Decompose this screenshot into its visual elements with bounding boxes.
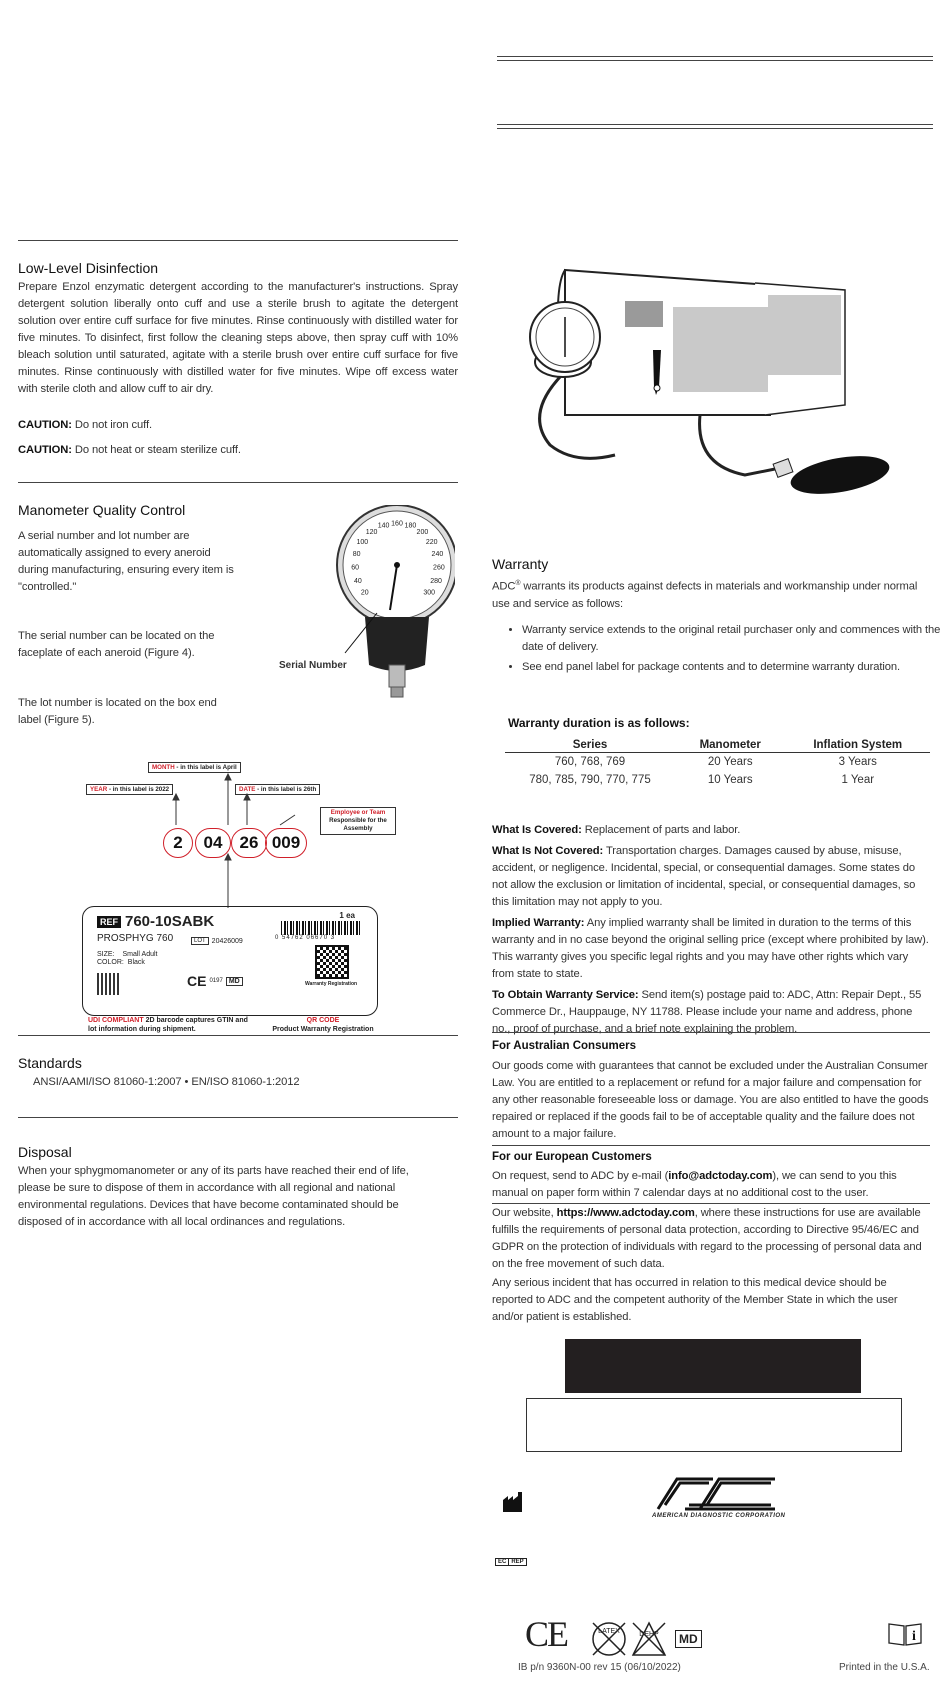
gauge-number: 280: [430, 577, 442, 585]
gauge-number: 200: [416, 529, 429, 536]
double-rule-second: [497, 124, 933, 129]
divider: [492, 1145, 930, 1146]
divider: [18, 1035, 458, 1036]
svg-text:i: i: [912, 1629, 916, 1644]
gauge-number: 140: [377, 522, 390, 530]
manometer-title: Manometer Quality Control: [18, 502, 186, 518]
divider: [492, 1032, 930, 1033]
gauge-number: 300: [423, 589, 436, 597]
warranty-bullets: [490, 622, 950, 679]
manometer-p3: The lot number is located on the box end label (Figure 5).: [18, 697, 217, 726]
disposal-title: Disposal: [18, 1144, 72, 1160]
warranty-intro: ADC® warrants its products against defects in materials and workmanship under normal use and service as follows:: [492, 580, 918, 610]
divider: [18, 1117, 458, 1118]
website-link[interactable]: https://www.adctoday.com: [556, 1207, 695, 1219]
europe-website: Our website, https://www.adctoday.com, where these instructions for use are available fulfills the requirements of personal data protection, according to Directive 95/46/EC and GDPR on the protection of individuals with regard to the processing of personal data and on the free movement of such data.: [492, 1207, 922, 1270]
qr-code: [315, 945, 349, 979]
gauge-number: 40: [354, 577, 362, 585]
caution-1: [18, 417, 458, 434]
svg-text:DEHP: DEHP: [639, 1631, 659, 1638]
consult-instructions-icon: [887, 1621, 923, 1647]
gauge-number: 240: [431, 551, 444, 559]
divider: [492, 1203, 930, 1204]
size-label: SIZE:: [97, 951, 115, 958]
manometer-p2: The serial number can be located on the faceplate of each aneroid (Figure 4).: [18, 630, 215, 659]
ref-badge: REF: [97, 916, 121, 928]
employee-callout: Employee or Team Responsible for the Assembly: [320, 807, 396, 835]
caution-text: Do not heat or steam sterilize cuff.: [74, 444, 241, 456]
europe-title: For our European Customers: [492, 1151, 652, 1163]
disinfection-text: Prepare Enzol enzymatic detergent according to the manufacturer's instructions. Spray detergent solution liberally onto cuff and use a sterile brush to agitate the detergent solution over entire cuff surface for five minutes. Rinse continuously with distilled water for five minutes. To disinfect, first follow the cleaning steps above, then spray cuff with 10% bleach solution until saturated, agitate with a sterile brush over entire cuff surface for five minutes. Rinse continuously with distilled water for five minutes. Wipe off excess water with sterile cloth and allow cuff to air dry.: [18, 281, 458, 395]
gauge-neck: [365, 617, 429, 671]
email-link[interactable]: info@adctoday.com: [668, 1170, 773, 1182]
warranty-title: Warranty: [492, 556, 549, 572]
box-end-label: [82, 906, 378, 1016]
ce-number: 0197: [209, 978, 223, 984]
table-row: 760, 768, 769 20 Years 3 Years: [554, 756, 877, 768]
caution-text: Do not iron cuff.: [74, 419, 152, 431]
udi-note: UDI COMPLIANT 2D barcode captures GTIN and lot information during shipment.: [88, 1017, 248, 1033]
divider: [18, 240, 458, 241]
barcode-number: 0 54762 06670 3: [275, 935, 336, 941]
serial-number-caption: Serial Number: [279, 660, 347, 671]
gauge-number: 100: [356, 538, 369, 546]
gauge-number: 80: [352, 551, 361, 559]
ec-rep-symbol: EC REP: [495, 1558, 527, 1566]
part-number: IB p/n 9360N-00 rev 15 (06/10/2022): [518, 1662, 681, 1673]
warranty-terms: What Is Covered: Replacement of parts and labor. What Is Not Covered: Transportation charges. Damages caused by abuse, misuse, accident, or negligence. Incidental, special, or consequential damages. Some states do not allow the exclusion or limitation of incidental, special, or consequential damages, so this limitation may not apply to you. Implied Warranty: Any implied warranty shall be limited in duration to the terms of this warranty and in no case beyond the original selling price (except where prohibited by law). This warranty gives you specific legal rights and you may have other rights which vary from state to state. To Obtain Warranty Service: Send item(s) postage paid to: ADC, Attn: Repair Dept., 55 Commerce Dr., Hauppauge, NY 11788. Please include your name and address, phone no., proof of purchase, and a brief note explaining the problem.: [492, 824, 929, 1035]
ce-mark-large: CE: [525, 1614, 568, 1654]
quantity: 1 ea: [339, 911, 355, 920]
md-symbol: MD: [675, 1630, 702, 1648]
standards-text: ANSI/AAMI/ISO 81060-1:2007 • EN/ISO 81060-1:2012: [33, 1076, 300, 1088]
caution-label: CAUTION:: [18, 444, 72, 456]
black-address-box: [565, 1339, 861, 1393]
qr-note: QR CODE Product Warranty Registration: [272, 1017, 374, 1033]
svg-text:LATEX: LATEX: [598, 1628, 620, 1635]
date-callout: DATE - in this label is 26th: [235, 784, 320, 795]
aneroid-gauge-figure: [275, 505, 455, 705]
date-code: 26: [231, 828, 267, 858]
table-row: 780, 785, 790, 770, 775 10 Years 1 Year: [529, 774, 875, 786]
lot-number: 20426009: [211, 937, 243, 945]
gauge-number: 160: [391, 520, 403, 528]
lot-badge: LOT: [191, 937, 209, 945]
table-header: Manometer: [675, 738, 786, 753]
linear-barcode: [281, 921, 361, 935]
warranty-duration-table: [505, 738, 930, 789]
ce-mark: CE: [187, 973, 207, 989]
dehp-free-icon: [630, 1620, 668, 1658]
size-value: Small Adult: [122, 951, 158, 958]
manufacturer-icon: [502, 1491, 524, 1513]
year-code: 2: [163, 828, 193, 858]
caution-label: CAUTION:: [18, 419, 72, 431]
australia-title: For Australian Consumers: [492, 1040, 636, 1052]
table-header: Series: [505, 738, 675, 753]
warranty-duration-title: Warranty duration is as follows:: [508, 716, 690, 730]
latex-free-icon: [590, 1620, 628, 1658]
gauge-number: 60: [351, 564, 359, 572]
manometer-p1: A serial number and lot number are automatically assigned to every aneroid during manufacturing, ensuring every item is "controlled.": [18, 530, 234, 593]
warranty-bullet: • Warranty service extends to the original retail purchaser only and commences with the date of delivery.: [522, 622, 950, 656]
month-callout: MONTH - in this label is April: [148, 762, 241, 773]
ref-number: 760-10SABK: [125, 913, 215, 930]
double-rule-top: [497, 56, 933, 61]
outlined-address-box: [526, 1398, 902, 1452]
warranty-registration-caption: Warranty Registration: [305, 981, 358, 987]
year-callout: YEAR - in this label is 2022: [86, 784, 173, 795]
australia-body: Our goods come with guarantees that cannot be excluded under the Australian Consumer Law. You are entitled to a replacement or refund for a major failure and compensation for any other reasonable foreseeable loss or damage. You are also entitled to have the goods repaired or replaced if the goods fail to be of acceptable quality and the failure does not amount to a major failure.: [492, 1060, 929, 1140]
disposal-body: When your sphygmomanometer or any of its parts have reached their end of life, please be sure to dispose of them in accordance with all regional and national environmental regulations. Devices that have become contaminated should be disposed of in accordance with all local ordinances and regulations.: [18, 1165, 409, 1228]
gauge-number: 220: [425, 538, 438, 546]
disinfection-body: [18, 279, 458, 398]
disinfection-title: Low-Level Disinfection: [18, 260, 159, 276]
table-header: Inflation System: [786, 738, 931, 753]
standards-title: Standards: [18, 1055, 82, 1071]
adc-logo-tagline: AMERICAN DIAGNOSTIC CORPORATION: [652, 1513, 786, 1519]
caution-2: [18, 442, 458, 459]
europe-body: On request, send to ADC by e-mail (info@adctoday.com), we can send to you this manual on paper form within 7 calendar days at no additional cost to the user.: [492, 1170, 897, 1199]
sphygmomanometer-illustration: [525, 265, 910, 505]
month-code: 04: [195, 828, 231, 858]
gauge-number: 120: [365, 529, 378, 536]
divider: [18, 482, 458, 483]
color-value: Black: [127, 959, 145, 966]
warranty-bullet: • See end panel label for package contents and to determine warranty duration.: [522, 659, 950, 676]
printed-in: Printed in the U.S.A.: [839, 1662, 930, 1673]
gauge-number: 260: [433, 564, 445, 572]
md-badge: MD: [226, 977, 243, 986]
gauge-number: 20: [360, 589, 369, 597]
product-name: PROSPHYG 760: [97, 933, 174, 944]
color-label: COLOR:: [97, 959, 124, 966]
employee-code: 009: [265, 828, 307, 858]
gauge-number: 180: [404, 522, 417, 530]
europe-incident: Any serious incident that has occurred in relation to this medical device should be reported to ADC and the competent authority of the Member State in which the user and/or patient is established.: [492, 1277, 898, 1323]
datamatrix-code: [97, 973, 119, 995]
adc-logo-mark: [700, 1480, 702, 1481]
